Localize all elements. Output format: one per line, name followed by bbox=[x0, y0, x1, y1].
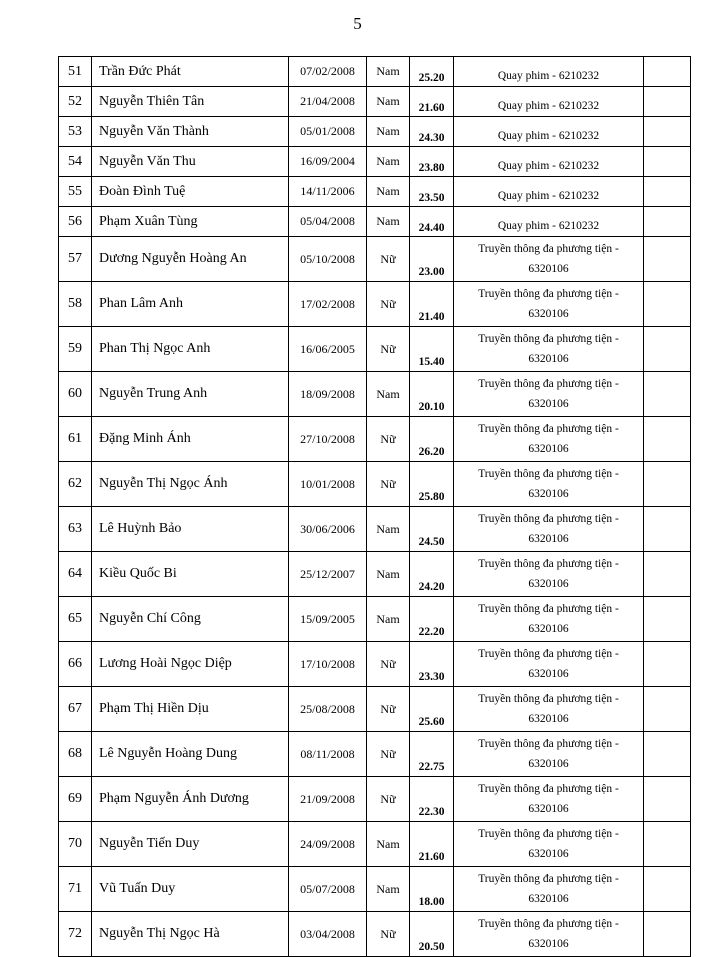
major-line-2: 6320106 bbox=[528, 398, 569, 410]
gender: Nam bbox=[367, 822, 410, 867]
table-row bbox=[59, 372, 691, 417]
major bbox=[454, 642, 644, 687]
row-index: 57 bbox=[59, 237, 92, 282]
major-line-2: 6320106 bbox=[528, 803, 569, 815]
student-name: Đoàn Đình Tuệ bbox=[92, 177, 289, 207]
table-row bbox=[59, 462, 691, 507]
row-index: 72 bbox=[59, 912, 92, 957]
score: 26.20 bbox=[410, 417, 454, 462]
table-row bbox=[59, 177, 691, 207]
gender: Nam bbox=[367, 57, 410, 87]
major-line-2: 6320106 bbox=[528, 353, 569, 365]
note-cell bbox=[644, 327, 691, 372]
table-row bbox=[59, 822, 691, 867]
birth-date: 21/09/2008 bbox=[289, 777, 367, 822]
major bbox=[454, 507, 644, 552]
birth-date: 17/10/2008 bbox=[289, 642, 367, 687]
table-row bbox=[59, 912, 691, 957]
table-row bbox=[59, 117, 691, 147]
row-index: 59 bbox=[59, 327, 92, 372]
table-row bbox=[59, 687, 691, 732]
gender: Nam bbox=[367, 117, 410, 147]
note-cell bbox=[644, 732, 691, 777]
major bbox=[454, 867, 644, 912]
row-index: 66 bbox=[59, 642, 92, 687]
major bbox=[454, 417, 644, 462]
major bbox=[454, 282, 644, 327]
gender: Nữ bbox=[367, 462, 410, 507]
score: 25.80 bbox=[410, 462, 454, 507]
student-name: Lê Huỳnh Bảo bbox=[92, 507, 289, 552]
row-index: 69 bbox=[59, 777, 92, 822]
major bbox=[454, 822, 644, 867]
student-name: Nguyễn Thiên Tân bbox=[92, 87, 289, 117]
note-cell bbox=[644, 687, 691, 732]
major-line-2: 6320106 bbox=[528, 263, 569, 275]
birth-date: 16/09/2004 bbox=[289, 147, 367, 177]
major-line-2: 6320106 bbox=[528, 758, 569, 770]
table-row bbox=[59, 147, 691, 177]
table-row bbox=[59, 867, 691, 912]
score: 24.50 bbox=[410, 507, 454, 552]
score: 22.30 bbox=[410, 777, 454, 822]
page-number: 5 bbox=[353, 14, 362, 33]
student-name: Nguyễn Văn Thành bbox=[92, 117, 289, 147]
major-line-2: 6320106 bbox=[528, 488, 569, 500]
table-row bbox=[59, 417, 691, 462]
note-cell bbox=[644, 417, 691, 462]
row-index: 71 bbox=[59, 867, 92, 912]
student-name: Phạm Thị Hiền Dịu bbox=[92, 687, 289, 732]
note-cell bbox=[644, 822, 691, 867]
row-index: 62 bbox=[59, 462, 92, 507]
note-cell bbox=[644, 777, 691, 822]
birth-date: 30/06/2006 bbox=[289, 507, 367, 552]
major bbox=[454, 372, 644, 417]
birth-date: 03/04/2008 bbox=[289, 912, 367, 957]
gender: Nữ bbox=[367, 642, 410, 687]
birth-date: 17/02/2008 bbox=[289, 282, 367, 327]
major-line-1: Truyền thông đa phương tiện - bbox=[478, 333, 619, 345]
table-row bbox=[59, 237, 691, 282]
gender: Nữ bbox=[367, 237, 410, 282]
major: Quay phim - 6210232 bbox=[454, 57, 644, 87]
gender: Nam bbox=[367, 87, 410, 117]
score: 24.30 bbox=[410, 117, 454, 147]
major-line-2: 6320106 bbox=[528, 938, 569, 950]
score: 24.20 bbox=[410, 552, 454, 597]
major-line-1: Truyền thông đa phương tiện - bbox=[478, 918, 619, 930]
student-name: Nguyễn Thị Ngọc Ánh bbox=[92, 462, 289, 507]
score: 23.30 bbox=[410, 642, 454, 687]
gender: Nam bbox=[367, 867, 410, 912]
major-line-1: Truyền thông đa phương tiện - bbox=[478, 468, 619, 480]
gender: Nam bbox=[367, 207, 410, 237]
note-cell bbox=[644, 87, 691, 117]
major bbox=[454, 597, 644, 642]
major bbox=[454, 552, 644, 597]
birth-date: 16/06/2005 bbox=[289, 327, 367, 372]
gender: Nữ bbox=[367, 327, 410, 372]
gender: Nam bbox=[367, 552, 410, 597]
major-line-1: Truyền thông đa phương tiện - bbox=[478, 288, 619, 300]
birth-date: 25/12/2007 bbox=[289, 552, 367, 597]
note-cell bbox=[644, 237, 691, 282]
row-index: 67 bbox=[59, 687, 92, 732]
row-index: 68 bbox=[59, 732, 92, 777]
score: 20.50 bbox=[410, 912, 454, 957]
major-line-2: 6320106 bbox=[528, 713, 569, 725]
note-cell bbox=[644, 507, 691, 552]
birth-date: 15/09/2005 bbox=[289, 597, 367, 642]
major bbox=[454, 687, 644, 732]
note-cell bbox=[644, 867, 691, 912]
major-line-1: Truyền thông đa phương tiện - bbox=[478, 423, 619, 435]
major-line-1: Truyền thông đa phương tiện - bbox=[478, 738, 619, 750]
major-line-1: Truyền thông đa phương tiện - bbox=[478, 828, 619, 840]
note-cell bbox=[644, 462, 691, 507]
birth-date: 05/07/2008 bbox=[289, 867, 367, 912]
note-cell bbox=[644, 372, 691, 417]
table-row bbox=[59, 57, 691, 87]
student-name: Phạm Xuân Tùng bbox=[92, 207, 289, 237]
row-index: 65 bbox=[59, 597, 92, 642]
birth-date: 07/02/2008 bbox=[289, 57, 367, 87]
major-line-2: 6320106 bbox=[528, 443, 569, 455]
major bbox=[454, 732, 644, 777]
major-line-1: Truyền thông đa phương tiện - bbox=[478, 693, 619, 705]
student-name: Vũ Tuấn Duy bbox=[92, 867, 289, 912]
student-name: Lương Hoài Ngọc Diệp bbox=[92, 642, 289, 687]
row-index: 51 bbox=[59, 57, 92, 87]
table-row bbox=[59, 282, 691, 327]
major: Quay phim - 6210232 bbox=[454, 207, 644, 237]
student-name: Lê Nguyễn Hoàng Dung bbox=[92, 732, 289, 777]
student-name: Phạm Nguyễn Ánh Dương bbox=[92, 777, 289, 822]
birth-date: 21/04/2008 bbox=[289, 87, 367, 117]
major-line-2: 6320106 bbox=[528, 533, 569, 545]
major-line-1: Truyền thông đa phương tiện - bbox=[478, 873, 619, 885]
note-cell bbox=[644, 282, 691, 327]
student-name: Nguyễn Tiến Duy bbox=[92, 822, 289, 867]
note-cell bbox=[644, 912, 691, 957]
student-name: Phan Lâm Anh bbox=[92, 282, 289, 327]
student-name: Nguyễn Văn Thu bbox=[92, 147, 289, 177]
birth-date: 05/04/2008 bbox=[289, 207, 367, 237]
student-name: Dương Nguyễn Hoàng An bbox=[92, 237, 289, 282]
score: 18.00 bbox=[410, 867, 454, 912]
score: 25.20 bbox=[410, 57, 454, 87]
major-line-1: Truyền thông đa phương tiện - bbox=[478, 603, 619, 615]
birth-date: 05/10/2008 bbox=[289, 237, 367, 282]
major-line-2: 6320106 bbox=[528, 668, 569, 680]
student-name: Trần Đức Phát bbox=[92, 57, 289, 87]
note-cell bbox=[644, 117, 691, 147]
note-cell bbox=[644, 147, 691, 177]
major bbox=[454, 327, 644, 372]
student-table bbox=[58, 56, 691, 957]
row-index: 55 bbox=[59, 177, 92, 207]
birth-date: 18/09/2008 bbox=[289, 372, 367, 417]
score: 23.50 bbox=[410, 177, 454, 207]
score: 24.40 bbox=[410, 207, 454, 237]
birth-date: 05/01/2008 bbox=[289, 117, 367, 147]
major-line-2: 6320106 bbox=[528, 848, 569, 860]
student-name: Nguyễn Trung Anh bbox=[92, 372, 289, 417]
birth-date: 24/09/2008 bbox=[289, 822, 367, 867]
birth-date: 25/08/2008 bbox=[289, 687, 367, 732]
major-line-2: 6320106 bbox=[528, 308, 569, 320]
table-row bbox=[59, 777, 691, 822]
note-cell bbox=[644, 177, 691, 207]
note-cell bbox=[644, 642, 691, 687]
major-line-1: Truyền thông đa phương tiện - bbox=[478, 648, 619, 660]
major-line-2: 6320106 bbox=[528, 623, 569, 635]
student-name: Nguyễn Thị Ngọc Hà bbox=[92, 912, 289, 957]
gender: Nam bbox=[367, 507, 410, 552]
major bbox=[454, 237, 644, 282]
major: Quay phim - 6210232 bbox=[454, 87, 644, 117]
row-index: 63 bbox=[59, 507, 92, 552]
gender: Nữ bbox=[367, 417, 410, 462]
major-line-1: Truyền thông đa phương tiện - bbox=[478, 513, 619, 525]
gender: Nam bbox=[367, 147, 410, 177]
score: 21.60 bbox=[410, 822, 454, 867]
gender: Nam bbox=[367, 177, 410, 207]
major-line-1: Truyền thông đa phương tiện - bbox=[478, 558, 619, 570]
table-row bbox=[59, 732, 691, 777]
score: 21.60 bbox=[410, 87, 454, 117]
row-index: 56 bbox=[59, 207, 92, 237]
major-line-1: Truyền thông đa phương tiện - bbox=[478, 783, 619, 795]
row-index: 61 bbox=[59, 417, 92, 462]
row-index: 70 bbox=[59, 822, 92, 867]
major bbox=[454, 777, 644, 822]
table-row bbox=[59, 87, 691, 117]
score: 23.80 bbox=[410, 147, 454, 177]
gender: Nữ bbox=[367, 912, 410, 957]
row-index: 53 bbox=[59, 117, 92, 147]
note-cell bbox=[644, 597, 691, 642]
major bbox=[454, 912, 644, 957]
row-index: 58 bbox=[59, 282, 92, 327]
gender: Nữ bbox=[367, 282, 410, 327]
gender: Nữ bbox=[367, 687, 410, 732]
student-name: Phan Thị Ngọc Anh bbox=[92, 327, 289, 372]
birth-date: 14/11/2006 bbox=[289, 177, 367, 207]
table-row bbox=[59, 207, 691, 237]
student-name: Đặng Minh Ánh bbox=[92, 417, 289, 462]
note-cell bbox=[644, 57, 691, 87]
major bbox=[454, 462, 644, 507]
student-name: Nguyễn Chí Công bbox=[92, 597, 289, 642]
row-index: 52 bbox=[59, 87, 92, 117]
gender: Nữ bbox=[367, 732, 410, 777]
row-index: 64 bbox=[59, 552, 92, 597]
table-row bbox=[59, 552, 691, 597]
birth-date: 27/10/2008 bbox=[289, 417, 367, 462]
gender: Nam bbox=[367, 372, 410, 417]
score: 20.10 bbox=[410, 372, 454, 417]
score: 22.75 bbox=[410, 732, 454, 777]
major: Quay phim - 6210232 bbox=[454, 147, 644, 177]
score: 22.20 bbox=[410, 597, 454, 642]
major: Quay phim - 6210232 bbox=[454, 117, 644, 147]
major-line-2: 6320106 bbox=[528, 893, 569, 905]
birth-date: 10/01/2008 bbox=[289, 462, 367, 507]
score: 21.40 bbox=[410, 282, 454, 327]
student-name: Kiều Quốc Bi bbox=[92, 552, 289, 597]
gender: Nam bbox=[367, 597, 410, 642]
birth-date: 08/11/2008 bbox=[289, 732, 367, 777]
score: 15.40 bbox=[410, 327, 454, 372]
table-row bbox=[59, 642, 691, 687]
major-line-2: 6320106 bbox=[528, 578, 569, 590]
note-cell bbox=[644, 552, 691, 597]
row-index: 60 bbox=[59, 372, 92, 417]
major: Quay phim - 6210232 bbox=[454, 177, 644, 207]
score: 23.00 bbox=[410, 237, 454, 282]
major-line-1: Truyền thông đa phương tiện - bbox=[478, 243, 619, 255]
table-row bbox=[59, 597, 691, 642]
gender: Nữ bbox=[367, 777, 410, 822]
score: 25.60 bbox=[410, 687, 454, 732]
row-index: 54 bbox=[59, 147, 92, 177]
table-row bbox=[59, 507, 691, 552]
table-row bbox=[59, 327, 691, 372]
major-line-1: Truyền thông đa phương tiện - bbox=[478, 378, 619, 390]
note-cell bbox=[644, 207, 691, 237]
